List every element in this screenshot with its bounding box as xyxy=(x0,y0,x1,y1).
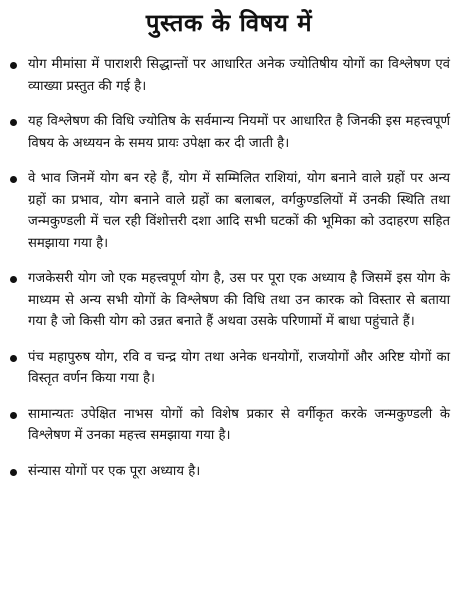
list-item xyxy=(8,347,450,390)
list-item xyxy=(8,404,450,447)
bullet-icon xyxy=(10,62,17,69)
list-item-text: यह विश्लेषण की विधि ज्योतिष के सर्वमान्य नियमों पर आधारित है जिनकी इस महत्त्वपूर्ण विषय के अध्ययन के समय प्रायः उपेक्षा कर दी जाती है। xyxy=(28,114,450,151)
list-item xyxy=(8,54,450,97)
list-item-text: योग मीमांसा में पाराशरी सिद्धान्तों पर आधारित अनेक ज्योतिषीय योगों का विश्लेषण एवं व्याख्या प्रस्तुत की गई है। xyxy=(28,57,450,94)
list-item xyxy=(8,268,450,333)
bullet-icon xyxy=(10,176,17,183)
bullet-icon xyxy=(10,276,17,283)
bullet-list xyxy=(8,54,450,482)
list-item-text: पंच महापुरुष योग, रवि व चन्द्र योग तथा अनेक धनयोगों, राजयोगों और अरिष्ट योगों का विस्तृत वर्णन किया गया है। xyxy=(28,349,450,386)
bullet-icon xyxy=(10,412,17,419)
list-item-text: संन्यास योगों पर एक पूरा अध्याय है। xyxy=(28,463,201,479)
bullet-icon xyxy=(10,469,17,476)
list-item xyxy=(8,168,450,254)
list-item xyxy=(8,111,450,154)
bullet-icon xyxy=(10,355,17,362)
list-item-text: वे भाव जिनमें योग बन रहे हैं, योग में सम्मिलित राशियां, योग बनाने वाले ग्रहों पर अन्य ग्रहों का प्रभाव, योग बनाने वाले ग्रहों का बलाबल, वर्गकुण्डलियों में उनकी स्थिति तथा जन्मकुण्डली में चल रही विंशोत्तरी दशा आदि सभी घटकों की भूमिका को उदाहरण सहित समझाया गया है। xyxy=(28,171,450,251)
list-item-text: सामान्यतः उपेक्षित नाभस योगों को विशेष प्रकार से वर्गीकृत करके जन्मकुण्डली के विश्लेषण में उनका महत्त्व समझाया गया है। xyxy=(28,406,450,443)
list-item xyxy=(8,461,450,483)
list-item-text: गजकेसरी योग जो एक महत्त्वपूर्ण योग है, उस पर पूरा एक अध्याय है जिसमें इस योग के माध्यम से अन्य सभी योगों के विश्लेषण की विधि तथा उन कारक को विस्तार से बताया गया है जो किसी योग को उन्नत बनाते हैं अथवा उसके परिणामों में बाधा पहुंचाते हैं। xyxy=(28,271,450,329)
bullet-icon xyxy=(10,119,17,126)
page-title: पुस्तक के विषय में xyxy=(145,9,313,37)
